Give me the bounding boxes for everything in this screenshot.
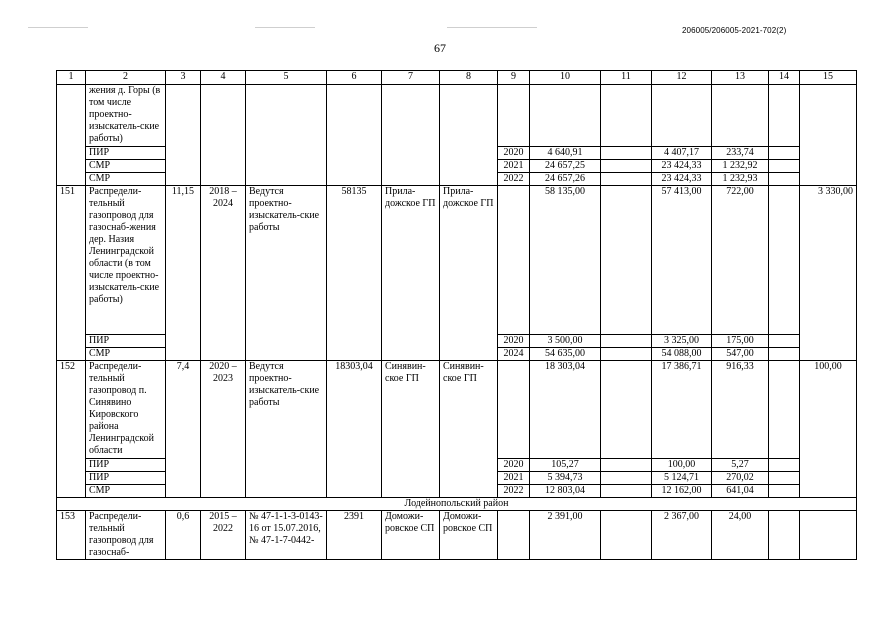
remaining-amount: 3 330,00 — [800, 186, 857, 361]
regional-amount: 4 407,17 — [652, 147, 712, 160]
local-amount: 175,00 — [712, 335, 769, 348]
total-amount: 24 657,25 — [530, 160, 601, 173]
program-table-frame — [56, 70, 857, 560]
total-amount: 54 635,00 — [530, 348, 601, 361]
cell — [57, 85, 86, 186]
object-number: 153 — [57, 511, 86, 560]
col-header: 13 — [712, 71, 769, 85]
work-type: ПИР — [86, 459, 166, 472]
cell — [601, 160, 652, 173]
total-amount: 3 500,00 — [530, 335, 601, 348]
cell — [246, 85, 327, 186]
local-amount: 5,27 — [712, 459, 769, 472]
cell — [652, 85, 712, 147]
col-header: 4 — [201, 71, 246, 85]
cell — [769, 348, 800, 361]
local-amount: 270,02 — [712, 472, 769, 485]
col-header: 5 — [246, 71, 327, 85]
total-amount: 58 135,00 — [530, 186, 601, 335]
col-header: 10 — [530, 71, 601, 85]
cell — [166, 85, 201, 186]
local-amount: 1 232,93 — [712, 173, 769, 186]
total-amount: 12 803,04 — [530, 485, 601, 498]
cell — [769, 186, 800, 335]
cell — [382, 85, 440, 186]
local-amount: 24,00 — [712, 511, 769, 560]
local-amount: 916,33 — [712, 361, 769, 459]
cost: 2391 — [327, 511, 382, 560]
local-amount: 1 232,92 — [712, 160, 769, 173]
years: 2015 – 2022 — [201, 511, 246, 560]
cell — [769, 173, 800, 186]
cell — [769, 147, 800, 160]
work-type: ПИР — [86, 472, 166, 485]
work-type: ПИР — [86, 147, 166, 160]
year: 2022 — [498, 485, 530, 498]
col-header: 7 — [382, 71, 440, 85]
year: 2020 — [498, 147, 530, 160]
cell — [601, 348, 652, 361]
municipality: Доможи-ровское СП — [382, 511, 440, 560]
cell — [327, 85, 382, 186]
cost: 18303,04 — [327, 361, 382, 498]
work-type: СМР — [86, 348, 166, 361]
total-amount: 18 303,04 — [530, 361, 601, 459]
cell — [601, 335, 652, 348]
total-amount: 2 391,00 — [530, 511, 601, 560]
section-title: Лодейнопольский район — [57, 498, 857, 511]
cell — [530, 85, 601, 147]
col-header: 8 — [440, 71, 498, 85]
cell — [498, 511, 530, 560]
year: 2021 — [498, 472, 530, 485]
year: 2024 — [498, 348, 530, 361]
cell — [601, 147, 652, 160]
total-amount: 5 394,73 — [530, 472, 601, 485]
work-type: СМР — [86, 173, 166, 186]
table-row — [57, 186, 857, 335]
object-name-continued: жения д. Горы (в том числе проектно-изыскатель-ские работы) — [86, 85, 166, 147]
total-amount: 24 657,26 — [530, 173, 601, 186]
col-header: 3 — [166, 71, 201, 85]
design-docs: № 47-1-1-3-0143-16 от 15.07.2016, № 47-1-7-0442- — [246, 511, 327, 560]
cell — [498, 85, 530, 147]
col-header: 1 — [57, 71, 86, 85]
year: 2020 — [498, 335, 530, 348]
cell — [712, 85, 769, 147]
col-header: 15 — [800, 71, 857, 85]
municipality: Прила-дожское ГП — [382, 186, 440, 361]
object-number: 152 — [57, 361, 86, 498]
section-row — [57, 498, 857, 511]
cell — [769, 335, 800, 348]
cell — [769, 459, 800, 472]
cell — [601, 186, 652, 335]
length: 7,4 — [166, 361, 201, 498]
cell — [201, 85, 246, 186]
design-docs: Ведутся проектно-изыскатель-ские работы — [246, 361, 327, 498]
object-number: 151 — [57, 186, 86, 361]
length: 0,6 — [166, 511, 201, 560]
cell — [601, 173, 652, 186]
regional-amount: 57 413,00 — [652, 186, 712, 335]
years: 2018 – 2024 — [201, 186, 246, 361]
col-header: 14 — [769, 71, 800, 85]
total-amount: 105,27 — [530, 459, 601, 472]
cell — [769, 485, 800, 498]
years: 2020 – 2023 — [201, 361, 246, 498]
cost: 58135 — [327, 186, 382, 361]
col-header: 2 — [86, 71, 166, 85]
cell — [601, 472, 652, 485]
cell — [601, 85, 652, 147]
work-type: СМР — [86, 485, 166, 498]
cell — [800, 85, 857, 186]
cell — [498, 186, 530, 335]
cell — [769, 361, 800, 459]
cell — [800, 511, 857, 560]
regional-amount: 5 124,71 — [652, 472, 712, 485]
cell — [601, 459, 652, 472]
length: 11,15 — [166, 186, 201, 361]
column-number-row — [57, 71, 857, 85]
cell — [601, 361, 652, 459]
scan-smudge — [447, 27, 537, 28]
regional-amount: 2 367,00 — [652, 511, 712, 560]
cell — [601, 485, 652, 498]
page-number: 67 — [434, 41, 446, 55]
col-header: 11 — [601, 71, 652, 85]
recipient: Прила-дожское ГП — [440, 186, 498, 361]
local-amount: 722,00 — [712, 186, 769, 335]
cell — [769, 511, 800, 560]
program-table — [56, 70, 857, 560]
local-amount: 547,00 — [712, 348, 769, 361]
year: 2022 — [498, 173, 530, 186]
local-amount: 641,04 — [712, 485, 769, 498]
object-name: Распредели-тельный газопровод для газоснаб- — [86, 511, 166, 560]
regional-amount: 17 386,71 — [652, 361, 712, 459]
recipient: Синявин-ское ГП — [440, 361, 498, 498]
work-type: СМР — [86, 160, 166, 173]
design-docs: Ведутся проектно-изыскатель-ские работы — [246, 186, 327, 361]
table-row — [57, 85, 857, 147]
regional-amount: 3 325,00 — [652, 335, 712, 348]
col-header: 12 — [652, 71, 712, 85]
object-name: Распредели-тельный газопровод для газоснаб-жения дер. Назия Ленинградской области (в том числе проектно-изыскатель-ские работы) — [86, 186, 166, 335]
year: 2020 — [498, 459, 530, 472]
local-amount: 233,74 — [712, 147, 769, 160]
scan-smudge — [28, 27, 88, 28]
recipient: Доможи-ровское СП — [440, 511, 498, 560]
total-amount: 4 640,91 — [530, 147, 601, 160]
regional-amount: 23 424,33 — [652, 173, 712, 186]
cell — [440, 85, 498, 186]
remaining-amount: 100,00 — [800, 361, 857, 498]
col-header: 6 — [327, 71, 382, 85]
cell — [601, 511, 652, 560]
table-row — [57, 361, 857, 459]
cell — [498, 361, 530, 459]
document-number: 206005/206005-2021-702(2) — [682, 26, 787, 35]
regional-amount: 12 162,00 — [652, 485, 712, 498]
cell — [769, 85, 800, 147]
regional-amount: 100,00 — [652, 459, 712, 472]
table-row — [57, 511, 857, 560]
work-type: ПИР — [86, 335, 166, 348]
regional-amount: 23 424,33 — [652, 160, 712, 173]
cell — [769, 472, 800, 485]
scan-smudge — [255, 27, 315, 28]
regional-amount: 54 088,00 — [652, 348, 712, 361]
object-name: Распредели-тельный газопровод п. Синявино Кировского района Ленинградской области — [86, 361, 166, 459]
cell — [769, 160, 800, 173]
municipality: Синявин-ское ГП — [382, 361, 440, 498]
year: 2021 — [498, 160, 530, 173]
col-header: 9 — [498, 71, 530, 85]
